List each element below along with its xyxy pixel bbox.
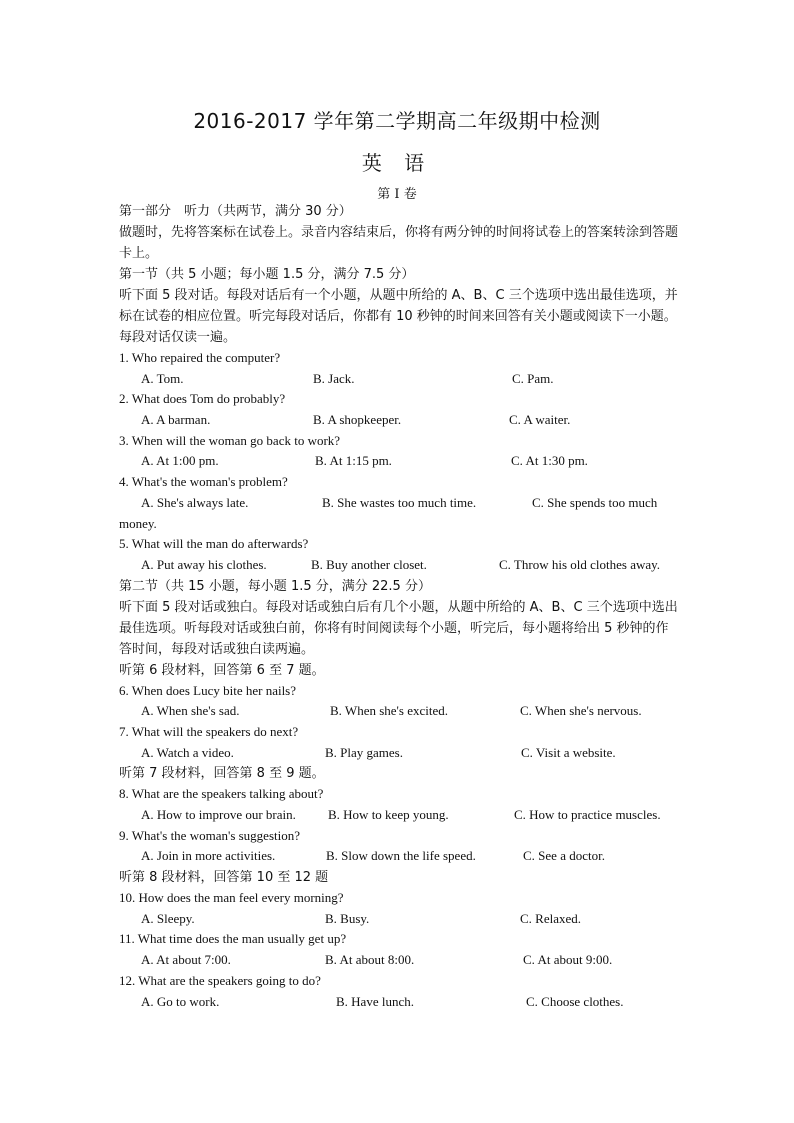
option-c: C. Visit a website. xyxy=(521,744,616,760)
exam-title: 2016-2017 学年第二学期高二年级期中检测 xyxy=(193,109,601,133)
section2-heading: 第二节（共 15 小题，每小题 1.5 分，满分 22.5 分） xyxy=(119,578,431,594)
question-1: 1. Who repaired the computer? xyxy=(119,350,281,365)
option-a: A. When she's sad. xyxy=(141,703,240,719)
question-7: 7. What will the speakers do next? xyxy=(119,723,299,739)
option-c: C. Throw his old clothes away. xyxy=(499,556,661,572)
option-b: B. Play games. xyxy=(325,744,403,760)
question-4: 4. What's the woman's problem? xyxy=(119,474,288,490)
question-10: 10. How does the man feel every morning? xyxy=(119,890,344,906)
material-7-heading: 听第 7 段材料，回答第 8 至 9 题。 xyxy=(119,766,325,782)
option-a: A. Go to work. xyxy=(141,993,220,1009)
option-b: B. At about 8:00. xyxy=(325,952,415,968)
option-a: A. Join in more activities. xyxy=(141,848,276,864)
option-b: B. How to keep young. xyxy=(328,807,449,822)
part1-heading: 第一部分 听力（共两节，满分 30 分） xyxy=(119,204,352,219)
options-6 xyxy=(119,701,679,722)
section1-instruction: 听下面 5 段对话。每段对话后有一个小题，从题中所给的 A、B、C 三个选项中选出最佳选项，并标在试卷的相应位置。听完每段对话后，你都有 10 秒钟的时间来回答有关小题或阅读下一小题。每段对话仅读一遍。 xyxy=(119,288,678,345)
options-7 xyxy=(119,743,679,764)
option-b: B. When she's excited. xyxy=(330,703,448,719)
part1-instruction: 做题时，先将答案标在试卷上。录音内容结束后，你将有两分钟的时间将试卷上的答案转涂到答题卡上。 xyxy=(119,225,679,261)
option-c: C. She spends too much xyxy=(532,494,658,510)
option-a: A. Sleepy. xyxy=(141,910,195,926)
question-2: 2. What does Tom do probably? xyxy=(119,391,286,407)
option-a: A. A barman. xyxy=(141,412,211,428)
options-8 xyxy=(119,805,679,826)
section1-heading: 第一节（共 5 小题；每小题 1.5 分，满分 7.5 分） xyxy=(119,267,415,282)
options-4 xyxy=(119,493,679,514)
option-c: C. A waiter. xyxy=(509,412,571,428)
exam-content xyxy=(119,201,679,1012)
option-c: C. Relaxed. xyxy=(520,910,582,926)
subject-title: 英 语 xyxy=(361,151,433,175)
option-a: A. She's always late. xyxy=(141,494,249,510)
options-10 xyxy=(119,909,679,930)
options-2 xyxy=(119,410,679,431)
volume-label: 第 I 卷 xyxy=(377,187,417,202)
options-3 xyxy=(119,451,679,472)
option-a: A. How to improve our brain. xyxy=(141,807,296,822)
option-b: B. Slow down the life speed. xyxy=(326,848,476,864)
question-8: 8. What are the speakers talking about? xyxy=(119,786,324,802)
option-b: B. Busy. xyxy=(325,910,370,926)
option-a: A. Watch a video. xyxy=(141,744,234,760)
option-c: C. How to practice muscles. xyxy=(514,807,661,822)
option-b: B. Buy another closet. xyxy=(311,556,427,572)
question-12: 12. What are the speakers going to do? xyxy=(119,972,321,988)
option-a: A. At 1:00 pm. xyxy=(141,453,219,469)
option-b: B. At 1:15 pm. xyxy=(315,453,392,469)
material-6-heading: 听第 6 段材料，回答第 6 至 7 题。 xyxy=(119,662,325,678)
options-5 xyxy=(119,555,679,576)
options-1 xyxy=(119,369,679,390)
option-a: A. At about 7:00. xyxy=(141,952,231,968)
option-c-continued: money. xyxy=(119,515,157,531)
option-b: B. A shopkeeper. xyxy=(313,412,402,428)
question-9: 9. What's the woman's suggestion? xyxy=(119,827,301,843)
question-3: 3. When will the woman go back to work? xyxy=(119,432,341,448)
options-12 xyxy=(119,992,679,1013)
option-a: A. Put away his clothes. xyxy=(141,556,267,572)
option-b: B. She wastes too much time. xyxy=(322,494,477,510)
question-5: 5. What will the man do afterwards? xyxy=(119,536,309,552)
option-c: C. When she's nervous. xyxy=(520,703,642,719)
option-c: C. See a doctor. xyxy=(523,848,605,864)
option-b: B. Jack. xyxy=(313,370,355,386)
option-a: A. Tom. xyxy=(141,370,184,386)
option-b: B. Have lunch. xyxy=(336,993,414,1009)
option-c: C. At 1:30 pm. xyxy=(511,453,588,469)
question-11: 11. What time does the man usually get up? xyxy=(119,931,347,947)
options-11 xyxy=(119,950,679,971)
option-c: C. Pam. xyxy=(512,370,554,386)
section2-instruction: 听下面 5 段对话或独白。每段对话或独白后有几个小题，从题中所给的 A、B、C 三个选项中选出最佳选项。听每段对话或独白前，你将有时间阅读每个小题，听完后，每小题将给出 5 秒钟的作答时间，每段对话或独白读两遍。 xyxy=(119,599,678,657)
options-9 xyxy=(119,846,679,867)
option-c: C. Choose clothes. xyxy=(526,993,624,1009)
option-c: C. At about 9:00. xyxy=(523,952,613,968)
question-6: 6. When does Lucy bite her nails? xyxy=(119,682,297,698)
material-8-heading: 听第 8 段材料，回答第 10 至 12 题 xyxy=(119,870,329,886)
